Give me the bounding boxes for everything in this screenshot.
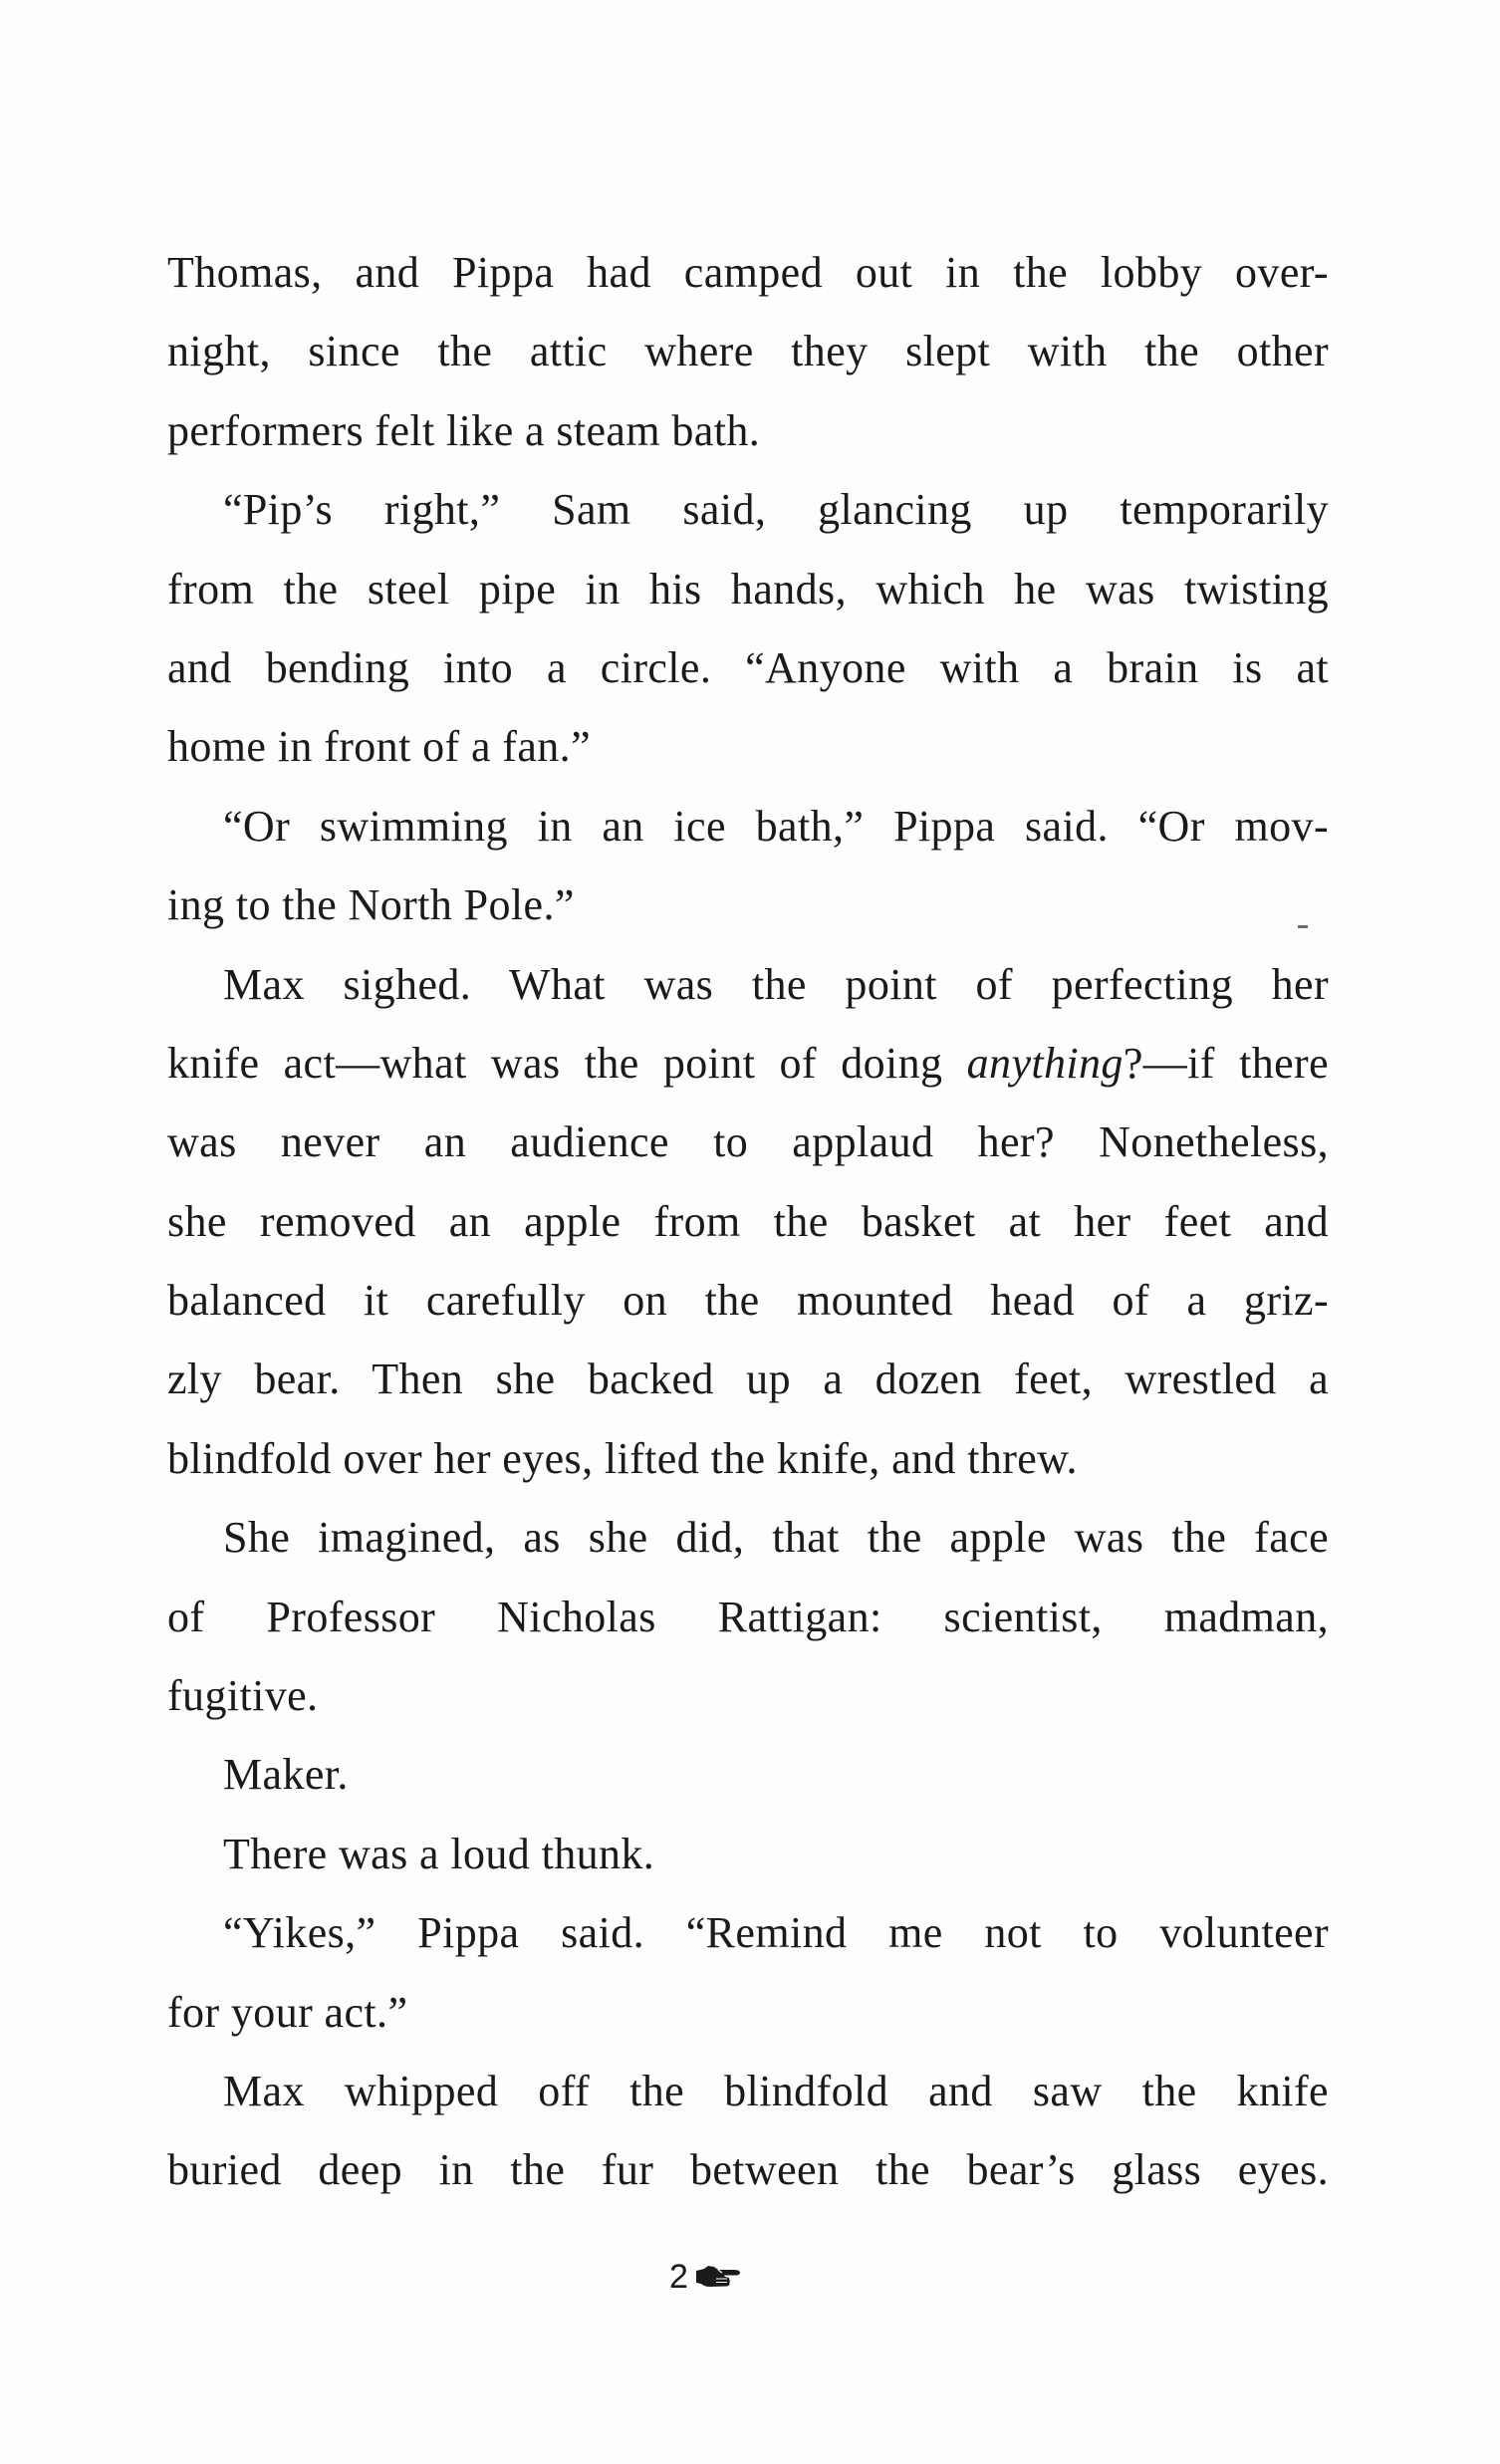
text-line: “Yikes,” Pippa said. “Remind me not to volunteer bbox=[223, 1908, 1329, 1958]
page-number: 2 bbox=[669, 2257, 688, 2296]
text-line: from the steel pipe in his hands, which he was twisting bbox=[167, 564, 1329, 614]
text-line: night, since the attic where they slept with the other bbox=[167, 327, 1329, 376]
text-line: There was a loud thunk. bbox=[223, 1829, 655, 1878]
italic-word: anything bbox=[966, 1038, 1124, 1088]
text-line: Thomas, and Pippa had camped out in the lobby over- bbox=[167, 248, 1329, 297]
text-line: ing to the North Pole.” bbox=[167, 880, 575, 930]
pointing-hand-icon bbox=[694, 2262, 752, 2292]
text-line: zly bear. Then she backed up a dozen feet, wrestled a bbox=[167, 1355, 1329, 1404]
text-line: Maker. bbox=[223, 1750, 349, 1800]
text-line: performers felt like a steam bath. bbox=[167, 405, 761, 455]
body-text bbox=[167, 233, 1329, 2210]
text-line: of Professor Nicholas Rattigan: scientist, madman, bbox=[167, 1592, 1329, 1641]
text-line: fugitive. bbox=[167, 1671, 319, 1721]
text-line: blindfold over her eyes, lifted the knife, and threw. bbox=[167, 1433, 1078, 1483]
text-segment: knife act—what was the point of doing bbox=[167, 1038, 967, 1088]
text-segment: ?—if there bbox=[1123, 1038, 1330, 1088]
print-speck bbox=[1298, 925, 1308, 928]
text-line: was never an audience to applaud her? Nonetheless, bbox=[167, 1117, 1329, 1167]
text-line: buried deep in the fur between the bear’s glass eyes. bbox=[167, 2145, 1329, 2195]
text-line: she removed an apple from the basket at her feet and bbox=[167, 1196, 1329, 1246]
text-line: for your act.” bbox=[167, 1987, 408, 2037]
page-folio bbox=[669, 2253, 752, 2301]
text-line: home in front of a fan.” bbox=[167, 722, 592, 772]
text-line: “Pip’s right,” Sam said, glancing up temporarily bbox=[223, 485, 1329, 535]
text-line: She imagined, as she did, that the apple was the face bbox=[223, 1513, 1329, 1563]
text-line: Max whipped off the blindfold and saw the knife bbox=[223, 2066, 1329, 2115]
text-line: Max sighed. What was the point of perfecting her bbox=[223, 959, 1329, 1009]
text-line: balanced it carefully on the mounted head of a griz- bbox=[167, 1276, 1329, 1326]
text-line: “Or swimming in an ice bath,” Pippa said. “Or mov- bbox=[223, 801, 1329, 851]
text-line: and bending into a circle. “Anyone with a brain is at bbox=[167, 642, 1329, 692]
text-line bbox=[167, 1024, 1329, 1103]
